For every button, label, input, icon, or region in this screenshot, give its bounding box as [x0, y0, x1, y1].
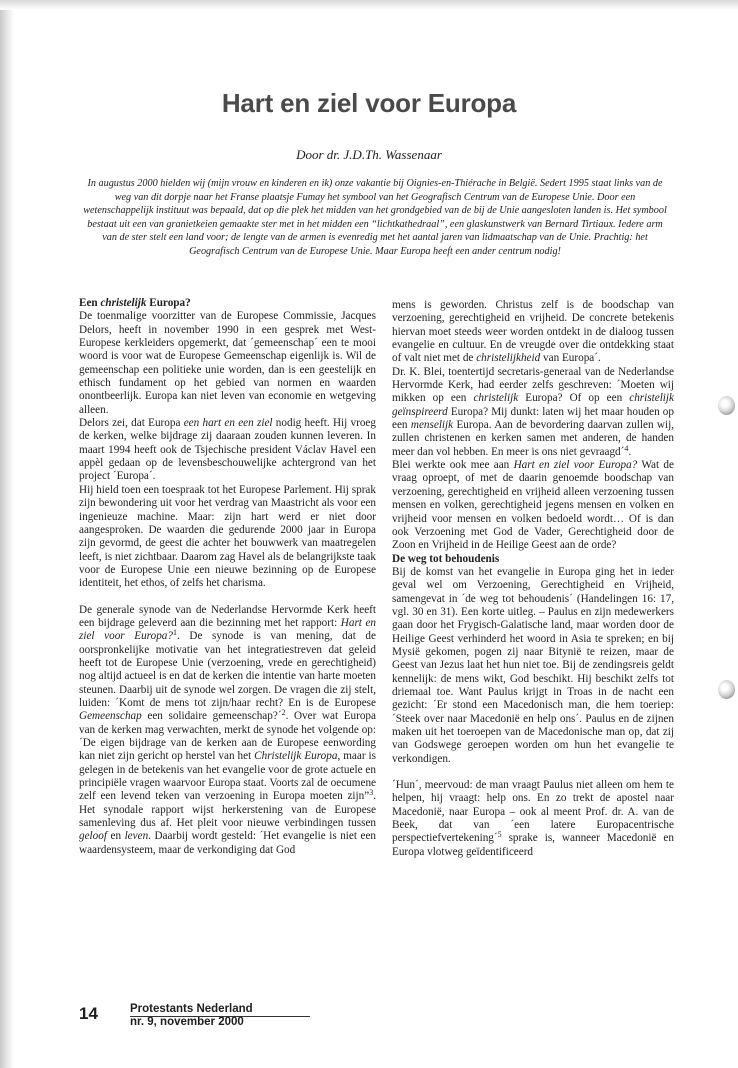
footnote-ref-4: 4	[624, 443, 629, 453]
article-byline: Door dr. J.D.Th. Wassenaar	[296, 147, 442, 162]
right-column	[392, 299, 674, 859]
scan-page-top-edge	[0, 0, 738, 10]
paragraph-delors: De toenmalige voorzitter van de Europese Commissie, Jacques Delors, heeft in november 1990 in een gesprek met West-Europese kerkleiders opgemerkt, dat ´gemeenschap´ een te mooi woord is voor wat de Europese Gemeenschap eigenlijk is. Wil de gemeenschap een politieke unie worden, dan is een geestelijk en ethisch fundament op het gebied van normen en waarden onontbeerlijk. Europa kan niet leven van economie en wetgeving alleen.	[79, 310, 376, 416]
footnote-ref-1: 1	[173, 628, 177, 638]
footer-divider	[130, 1016, 310, 1017]
footnote-ref-5: 5	[497, 830, 502, 840]
paragraph-christus: mens is geworden. Christus zelf is de boodschap van verzoening, gerechtigheid en vrijheid. De concrete betekenis hiervan moet steeds weer worden ontdekt in de dialoog tussen evangelie en cultuur. En de vreugde over die ontdekking staat of valt niet met de christelijkheid van Europa´.	[392, 299, 674, 365]
paragraph-blei: Dr. K. Blei, toentertijd secretaris-generaal van de Nederlandse Hervormde Kerk, had eerder zelfs geschreven: ´Moeten wij mikken op een christelijk Europa? Of op een christelijk geïnspireerd Europa? Mij dunkt: laten wij het maar houden op een menselijk Europa. Aan de bevordering daarvan zullen wij, zullen christenen en kerken samen met anderen, de handen meer dan vol hebben. En meer is ons niet gevraagd´$^4$.	[392, 365, 674, 458]
punch-hole	[718, 680, 735, 699]
publication-name: Protestants Nederland	[130, 1003, 253, 1015]
footnote-ref-2: 2	[281, 708, 286, 718]
paragraph-blei-vraag: Blei werkte ook mee aan Hart en ziel voor Europa? Wat de vraag oproept, of met de daarin genoemde boodschap van verzoening, gerechtigheid en vrijheid alleen verzoening tussen mensen en volken, gerechtigheid jegens mensen en volken en vrijheid voor mensen en volken bedoeld wordt… Of is dan ook Verzoening met God de Vader, Gerechtigheid door de Zoon en Vrijheid in de Heilige Geest aan de orde?	[392, 459, 674, 552]
paragraph-hart-en-ziel: Delors zei, dat Europa een hart en een ziel nodig heeft. Hij vroeg de kerken, welke bijdrage zij daaraan zouden kunnen leveren. In maart 1994 heeft ook de Tsjechische president Václav Havel een appèl gedaan op de levensbeschouwelijke achtergrond van het project ´Europa´.	[79, 417, 376, 483]
article-title: Hart en ziel voor Europa	[221, 88, 517, 118]
article-intro: In augustus 2000 hielden wij (mijn vrouw en kinderen en ik) onze vakantie bij Oignies-en-Thiérache in België. Sedert 1995 staat links van de weg van dit dorpje naar het Franse plaatsje Fumay het symbool van het Geografisch Centrum van de Europese Unie. Door een wetenschappelijk instituut was bepaald, dat op die plek het midden van het grondgebied van de bij de Unie aangesloten landen is. Het symbool bestaat uit een van granietkeien gemaakte ster met in het midden een “lichtkathedraal”, een glaskunstwerk van Bernard Tirtiaux. Iedere arm van de ster stelt een land voor; de lengte van de armen is evenredig met het aantal jaren van lidmaatschap van de Unie. Prachtig: het Geografisch Centrum van de Europese Unie. Maar Europa heeft een ander centrum nodig!	[83, 178, 667, 257]
footnote-ref-3: 3	[369, 788, 374, 798]
paragraph-havel: Hij hield toen een toespraak tot het Europese Parlement. Hij sprak zijn bewondering uit voor het verdrag van Maastricht als voor een ingenieuze machine. Maar: zijn hart werd er niet door aangesproken. De waarden die gedurende 2000 jaar in Europa zijn gevormd, de geest die achter het bouwwerk van maatregelen leeft, is niet zichtbaar. Daarom zag Havel als de belangrijkste taak voor de Europese Unie een nieuwe bezinning op de Europese identiteit, het ethos, of zelfs het charisma.	[79, 483, 376, 590]
left-column	[79, 297, 376, 857]
publication-issue: nr. 9, november 2000	[130, 1016, 244, 1028]
punch-hole	[718, 396, 735, 415]
paragraph-hun-meervoud: ´Hun´, meervoud: de man vraagt Paulus niet alleen om hem te helpen, hij vraagt: help ons. En zo trekt de apostel naar Macedonië, naar Europa – ook al meent Prof. dr. A. van de Beek, dat van ´een latere Europacentrische perspectiefvertekening´$^5$ sprake is, wanneer Macedonië en Europa vlotweg geïdentificeerd	[392, 779, 674, 858]
section-heading-christelijk-europa: Een christelijk Europa?	[79, 297, 191, 309]
section-heading-weg-tot-behoudenis: De weg tot behoudenis	[392, 552, 500, 565]
paragraph-paulus: Bij de komst van het evangelie in Europa ging het in ieder geval wel om Verzoening, Gerechtigheid en Vrijheid, samengevat in ´de weg tot behoudenis´ (Handelingen 16: 17, vgl. 30 en 31). Een korte uitleg. – Paulus en zijn medewerkers gaan door het Frygisch-Galatische land, maar worden door de Heilige Geest verhinderd het woord in Asia te spreken; en bij Mysië gekomen, pogen zij naar Bitynië te reizen, maar de Geest van Jezus laat het hun niet toe. Bij de zendingsreis geldt kennelijk: de mens wikt, God beschikt. Hij beschikt zelfs tot driemaal toe. Want Paulus krijgt in Troas in de nacht een gezicht: ´Er stond een Macedonisch man, die hem toeriep: ´Steek over naar Macedonië en help ons´. Paulus en de zijnen maken uit het toeroepen van de Macedonische man op, dat zij van Godswege geroepen worden om hun het evangelie te verkondigen.	[392, 565, 674, 765]
paragraph-synode: De generale synode van de Nederlandse Hervormde Kerk heeft een bijdrage geleverd aan die bezinning met het rapport: Hart en ziel voor Europa?$^1$. De synode is van mening, dat de oorspronkelijke motivatie van het integratiestreven dat geleid heeft tot de Europese Unie (verzoening, vrede en gerechtigheid) nog altijd actueel is en dat de kerken die intentie van harte moeten steunen. Daarbij uit de synode wel zorgen. De vragen die zij stelt, luiden: ´Komt de mens tot zijn/haar recht? En is de Europese Gemeenschap een solidaire gemeenschap?´$^2$. Over wat Europa van de kerken mag verwachten, merkt de synode het volgende op: ´De eigen bijdrage van de kerken aan de Europese eenwording kan niet zijn gericht op herstel van het Christelijk Europa, maar is gelegen in de betekenis van het evangelie voor de grote actuele en principiële vragen waarvoor Europa staat. Voorts zal de oecumene zelf een levend teken van verzoening in Europa moeten zijn”$^3$. Het synodale rapport wijst herkerstening van de Europese samenleving dus af. Het pleit voor nieuwe verbindingen tussen geloof en leven. Daarbij wordt gesteld: ´Het evangelie is niet een waardensysteem, maar de verkondiging dat God	[79, 603, 377, 856]
page-number: 14	[79, 1004, 98, 1023]
